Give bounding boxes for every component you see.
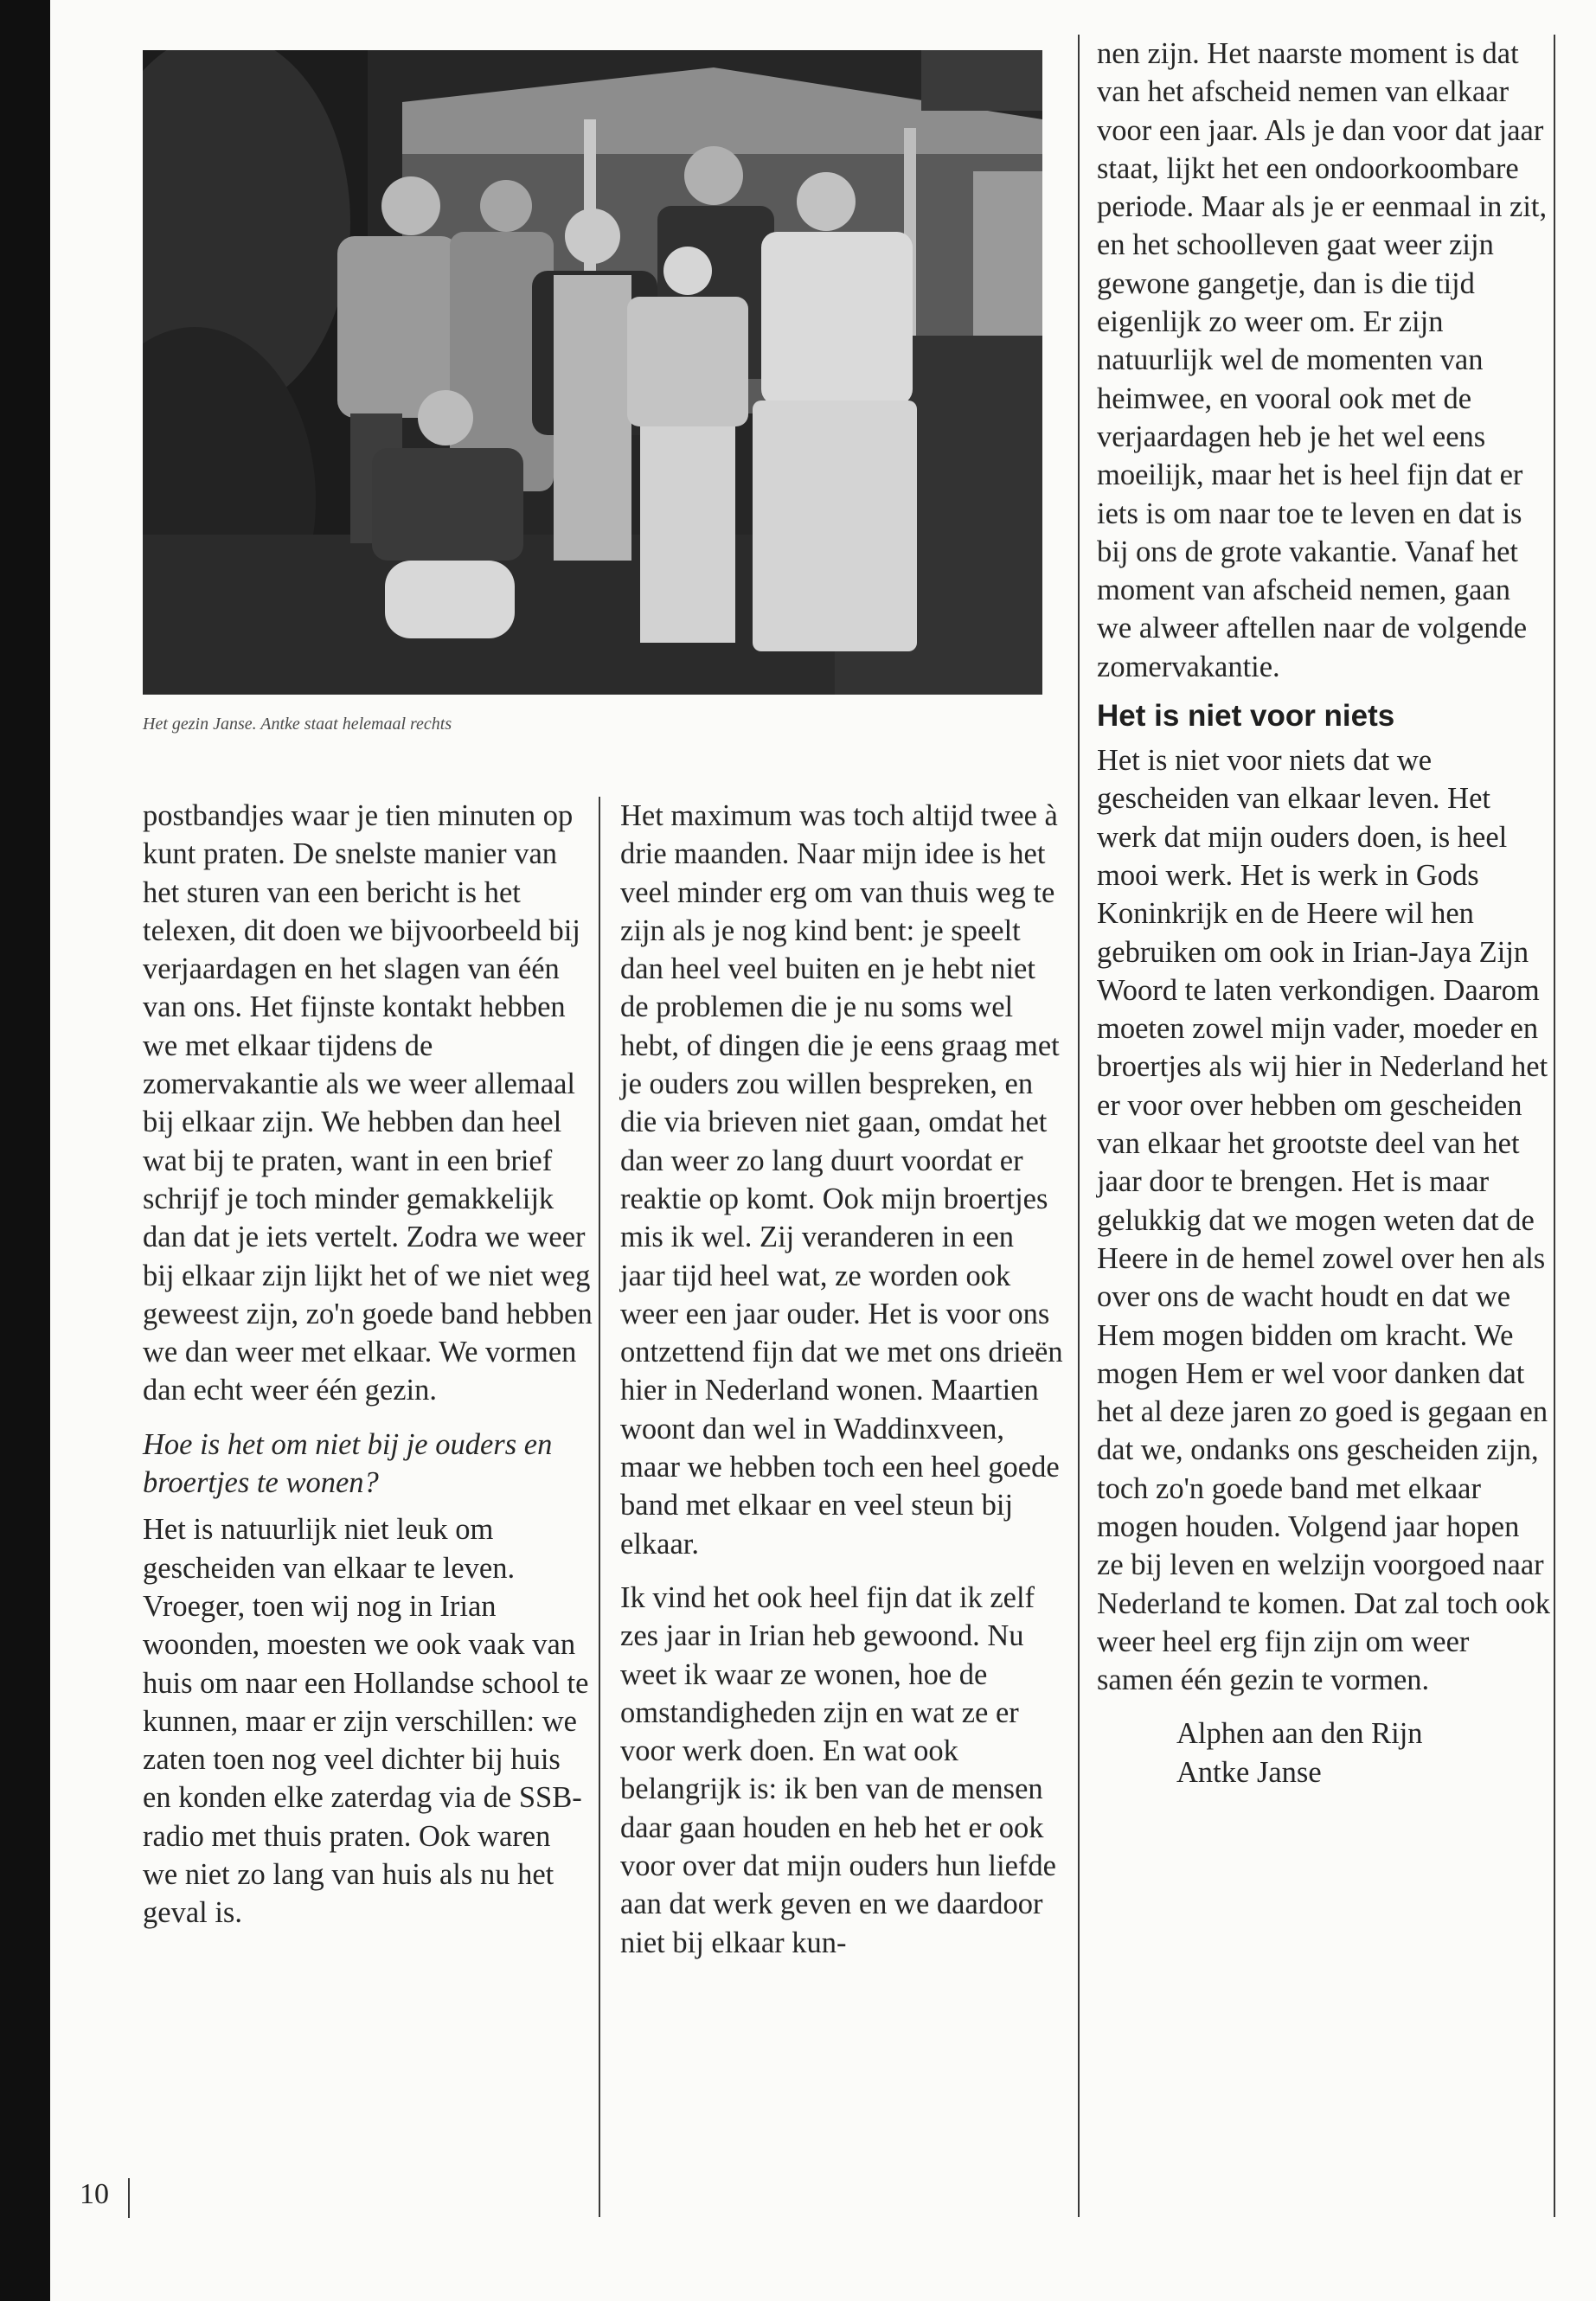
signature-place: Alphen aan den Rijn (1176, 1717, 1423, 1751)
article-column-1 (143, 797, 593, 1932)
article-column-3 (1097, 35, 1551, 1791)
paragraph: Het maximum was toch altijd twee à drie maanden. Naar mijn idee is het veel minder erg om van thuis weg te zijn als je nog kind bent: je speelt dan heel veel buiten en je hebt niet de problemen die je nu soms wel hebt, of dingen die je eens graag met je ouders zou willen bespreken, en die via brieven niet gaan, omdat het dan weer zo lang duurt voordat er reaktie op komt. Ook mijn broertjes mis ik wel. Zij veranderen in een jaar tijd heel wat, ze worden ook weer een jaar ouder. Het is voor ons ontzettend fijn dat we met ons drieën hier in Nederland wonen. Maartien woont dan wel in Waddinxveen, maar we hebben toch een heel goede band met elkaar en veel steun bij elkaar. (620, 799, 1063, 1561)
column-rule (599, 797, 600, 2217)
family-photo-illustration (143, 50, 1042, 695)
column-rule (1078, 35, 1080, 2217)
column-rule (1554, 35, 1555, 2217)
paragraph: nen zijn. Het naarste moment is dat van het afscheid nemen van elkaar voor een jaar. Als je dan voor dat jaar staat, lijkt het een ondoorkoombare periode. Maar als je er eenmaal in zit, en het schoolleven gaat weer zijn gewone gangetje, dan is die tijd eigenlijk zo weer om. Er zijn natuurlijk wel de momenten van heimwee, en vooral ook met de verjaardagen heb je het wel eens moeilijk, maar het is heel fijn dat er iets is om naar toe te leven en dat is bij ons de grote vakantie. Vanaf het moment van afscheid nemen, gaan we alweer aftellen naar de volgende zomervakantie. (1097, 37, 1548, 683)
signature-name: Antke Janse (1176, 1755, 1322, 1789)
section-heading: Het is niet voor niets (1097, 699, 1395, 734)
photo-caption: Het gezin Janse. Antke staat helemaal rechts (143, 715, 452, 734)
scan-left-edge (0, 0, 50, 2301)
page-number-rule (128, 2178, 130, 2218)
paragraph: Het is natuurlijk niet leuk om gescheiden van elkaar te leven. Vroeger, toen wij nog in Irian woonden, moesten we ook vaak van huis om naar een Hollandse school te kunnen, maar er zijn verschillen: we zaten toen nog veel dichter bij huis en konden elke zaterdag via de SSB-radio met thuis praten. Ook waren we niet zo lang van huis als nu het geval is. (143, 1513, 589, 1930)
paragraph: Ik vind het ook heel fijn dat ik zelf zes jaar in Irian heb gewoond. Nu weet ik waar ze wonen, hoe de omstandigheden zijn en wat ze er voor werk doen. En wat ook belangrijk is: ik ben van de mensen daar gaan houden en heb het er ook voor over dat mijn ouders hun liefde aan dat werk geven en we daardoor niet bij elkaar kun- (620, 1580, 1056, 1959)
family-photo (143, 50, 1042, 695)
page-number: 10 (80, 2178, 109, 2210)
paragraph: postbandjes waar je tien minuten op kunt praten. De snelste manier van het sturen van een bericht is het telexen, dit doen we bijvoorbeeld bij verjaardagen en het slagen van één van ons. Het fijnste kontakt hebben we met elkaar tijdens de zomervakantie als we weer allemaal bij elkaar zijn. We hebben dan heel wat bij te praten, want in een brief schrijf je toch minder gemakkelijk dan dat je iets vertelt. Zodra we weer bij elkaar zijn lijkt het of we niet weg geweest zijn, zo'n goede band hebben we dan weer met elkaar. We vormen dan echt weer één gezin. (143, 799, 593, 1407)
interview-question: Hoe is het om niet bij je ouders en broertjes te wonen? (143, 1427, 553, 1500)
article-column-2 (620, 797, 1066, 1962)
paragraph: Het is niet voor niets dat we gescheiden van elkaar leven. Het werk dat mijn ouders doen, is heel mooi werk. Het is werk in Gods Koninkrijk en de Heere wil hen gebruiken om ook in Irian-Jaya Zijn Woord te laten verkondigen. Daarom moeten zowel mijn vader, moeder en broertjes als wij hier in Nederland het er voor over hebben om gescheiden van elkaar het grootste deel van het jaar door te brengen. Het is maar gelukkig dat we mogen weten dat de Heere in de hemel zowel over hen als over ons de wacht houdt en dat we Hem mogen bidden om kracht. We mogen Hem er wel voor danken dat het al deze jaren zo goed is gegaan en dat we, ondanks ons gescheiden zijn, toch zo'n goede band met elkaar mogen houden. Volgend jaar hopen ze bij leven en welzijn voorgoed naar Nederland te komen. Dat zal toch ook weer heel erg fijn zijn om weer samen één gezin te vormen. (1097, 744, 1551, 1697)
